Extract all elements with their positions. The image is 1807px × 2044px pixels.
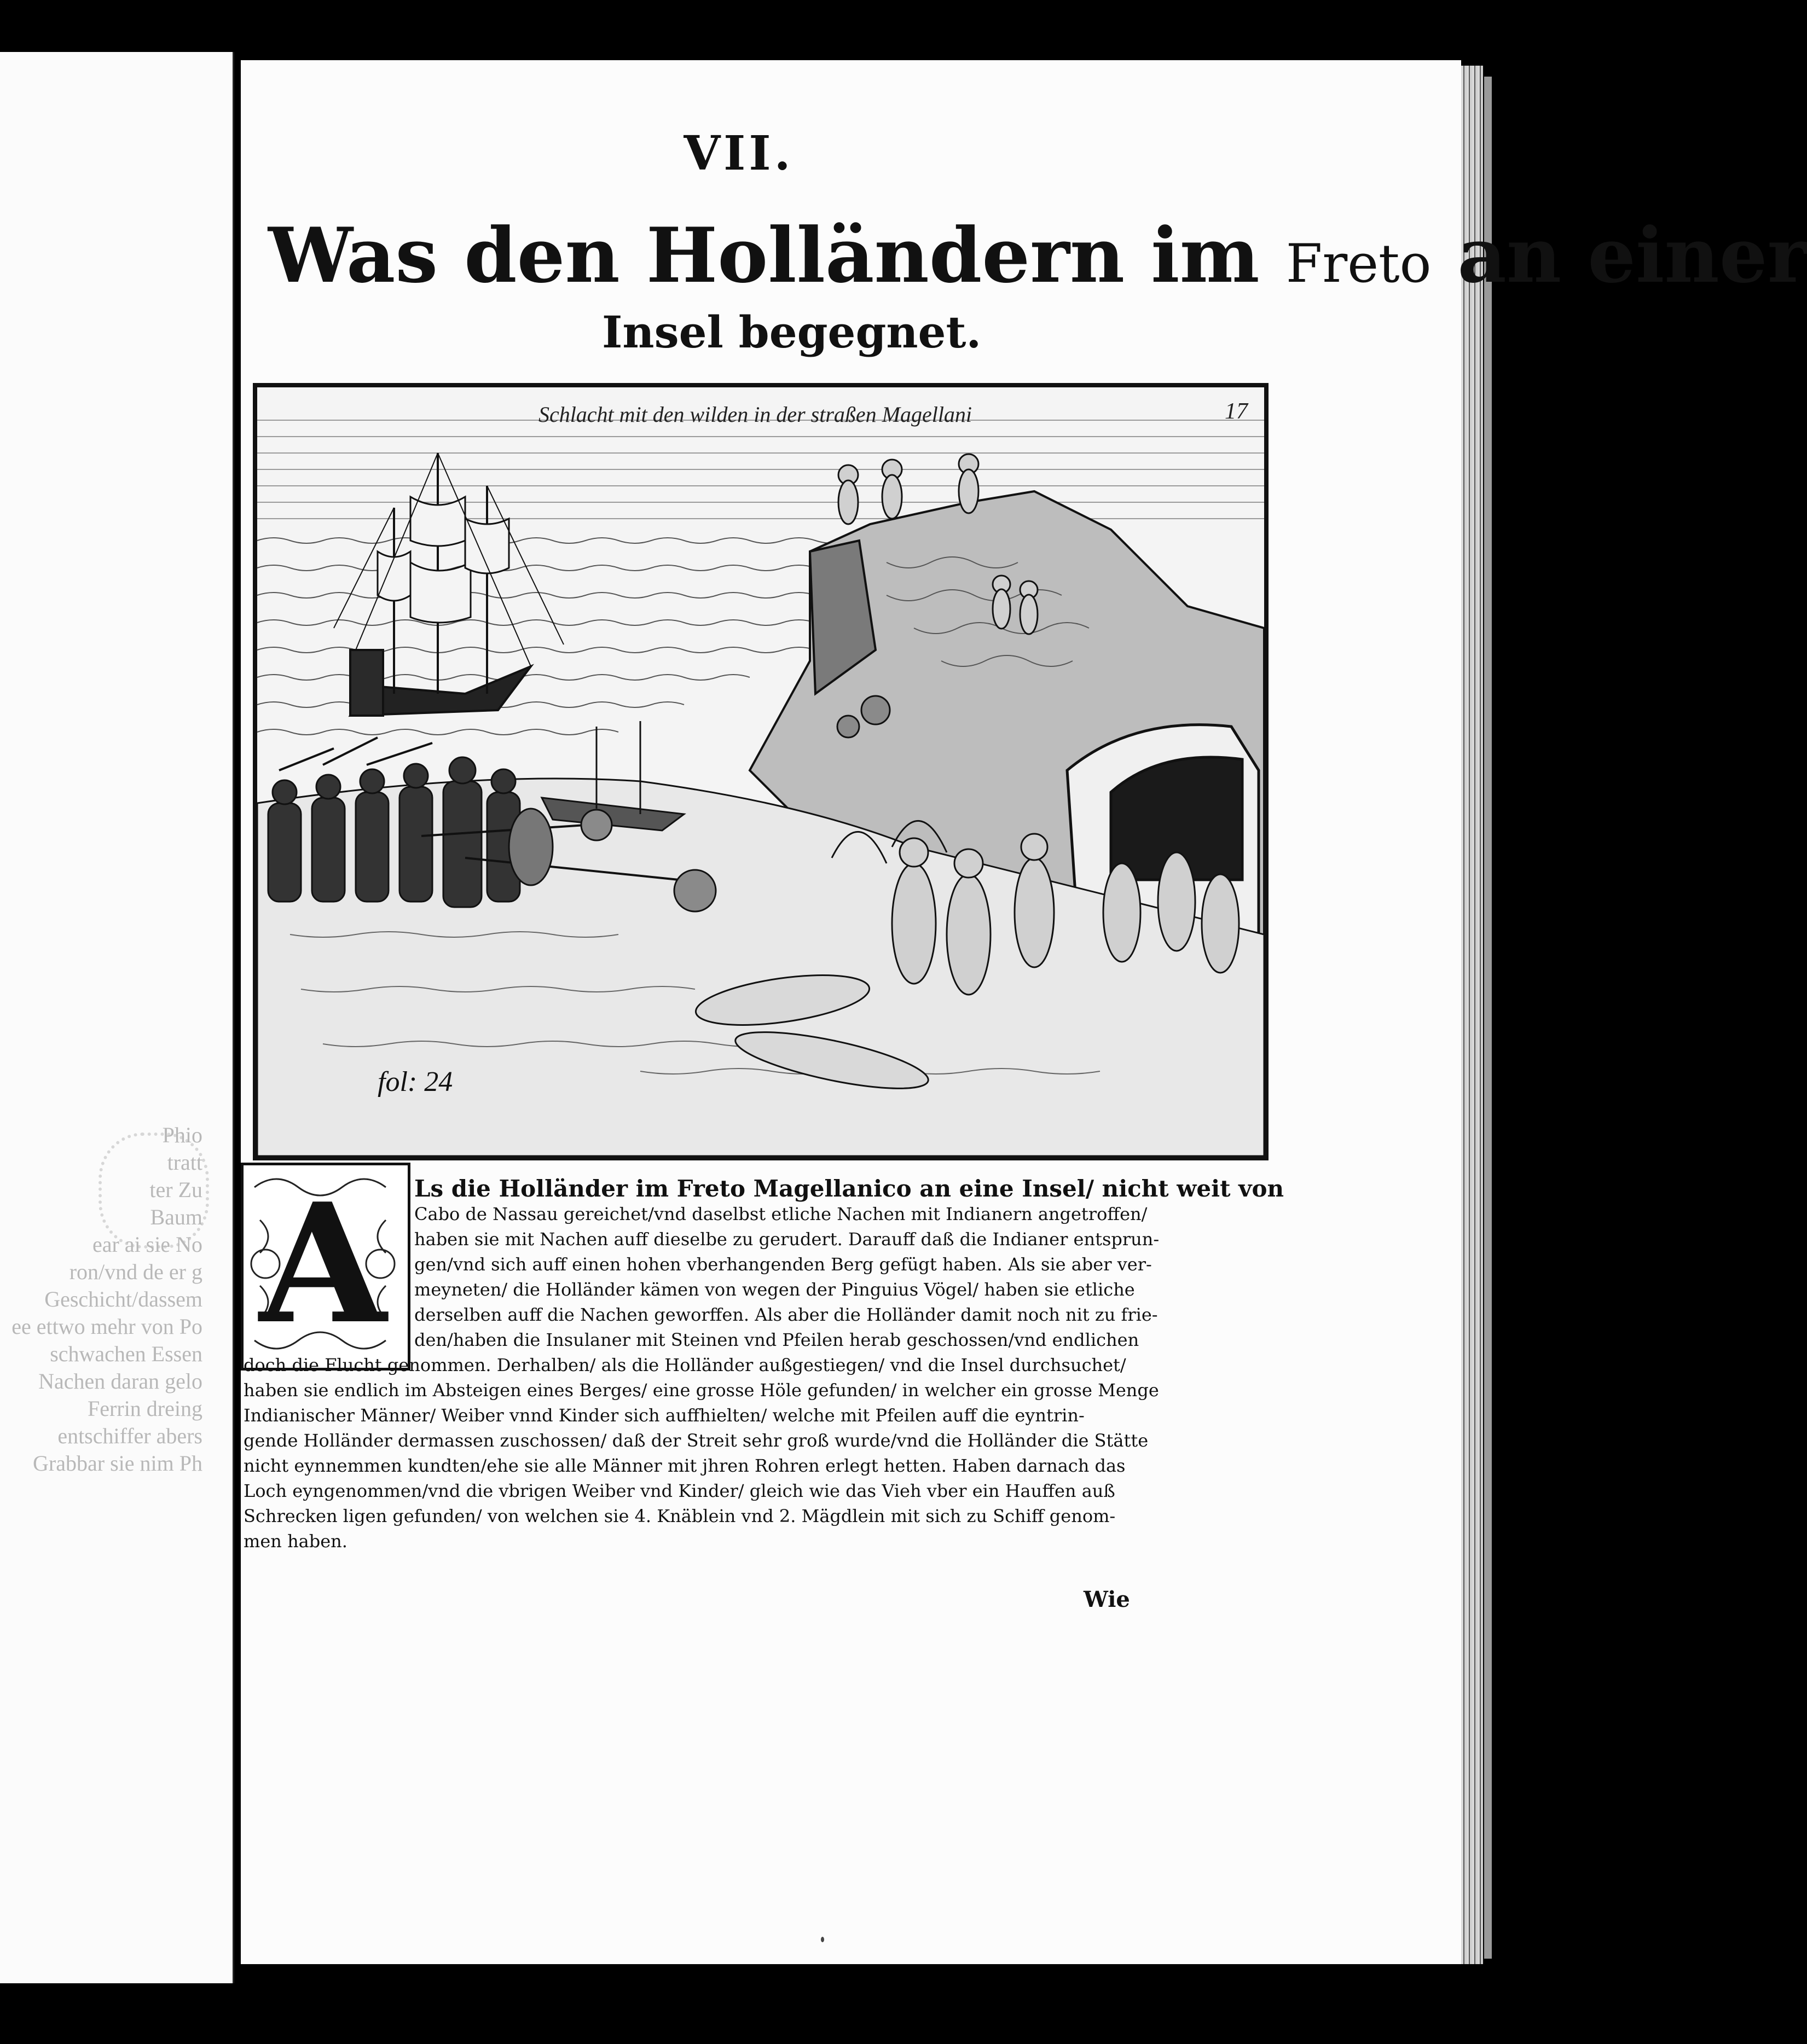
bleed-line: ter Zu (149, 1177, 202, 1202)
page-edges (1461, 66, 1483, 1964)
text-line: doch die Flucht genommen. Derhalben/ als die Holländer außgestiegen/ vnd die Insel durchsuchet/ (244, 1355, 1126, 1375)
chapter-title-part1: Was den Holländern im (268, 211, 1286, 300)
bleed-line: ee ettwo mehr von Po (11, 1314, 202, 1339)
bleed-line: Grabbar sie nim Ph (33, 1451, 202, 1476)
text-line: den/haben die Insulaner mit Steinen vnd Pfeilen herab geschossen/vnd endlichen (414, 1329, 1139, 1350)
text-line: men haben. (244, 1531, 348, 1552)
bleed-through-text (0, 1122, 202, 1559)
text-line: haben sie mit Nachen auff dieselbe zu gerudert. Darauff daß die Indianer entsprun- (414, 1229, 1160, 1250)
body-text (244, 1175, 1284, 1554)
bleed-line: ear ai sie No (92, 1232, 202, 1257)
chapter-title-part3: an einer (1431, 211, 1807, 300)
catchword: Wie (1084, 1587, 1130, 1612)
left-page (0, 52, 234, 1983)
text-line: nicht eynnemmen kundten/ehe sie alle Männer mit jhren Rohren erlegt hetten. Haben darnach das (244, 1455, 1126, 1476)
engraving-caption: Schlacht mit den wilden in der straßen Magellani (538, 402, 972, 427)
text-line: gende Holländer dermassen zuschossen/ daß der Streit sehr groß wurde/vnd die Holländer die Stätte (244, 1430, 1149, 1451)
chapter-title-line2: Insel begegnet. (602, 306, 982, 358)
bleed-line: Nachen daran gelo (38, 1369, 202, 1393)
bleed-line: tratt (167, 1150, 202, 1175)
bleed-line: Geschicht/dassem (44, 1287, 202, 1311)
text-line: Ls die Holländer im Freto Magellanico an eine Insel/ nicht weit von (414, 1175, 1284, 1202)
initial-letter: A (259, 1167, 387, 1360)
ink-speck (821, 1937, 824, 1942)
text-line: Loch eyngenommen/vnd die vbrigen Weiber vnd Kinder/ gleich wie das Vieh vber ein Hauffen auß (244, 1480, 1115, 1501)
bleed-line: Phio (162, 1123, 202, 1147)
bleed-line: Baum (150, 1205, 202, 1229)
text-line: Cabo de Nassau gereichet/vnd daselbst etliche Nachen mit Indianern angetroffen/ (414, 1204, 1148, 1224)
text-line: meyneten/ die Holländer kämen von wegen der Pinguius Vögel/ haben sie etliche (414, 1279, 1135, 1300)
engraving-plate (253, 383, 1269, 1160)
battle-engraving-illustration (257, 387, 1264, 1156)
chapter-title-roman: Freto (1285, 233, 1432, 294)
text-line: haben sie endlich im Absteigen eines Berges/ eine grosse Höle gefunden/ in welcher ein grosse Menge (244, 1380, 1159, 1401)
chapter-title (268, 211, 1807, 300)
page-edges-shadow (1484, 77, 1492, 1959)
bleed-line: entschiffer abers (57, 1424, 202, 1448)
text-line: gen/vnd sich auff einen hohen vberhangenden Berg gefügt haben. Als sie aber ver- (414, 1254, 1152, 1275)
chapter-number: VII. (684, 126, 794, 181)
bleed-line: Ferrin dreing (88, 1396, 202, 1421)
bleed-line: ron/vnd de er g (69, 1259, 202, 1284)
text-line: Schrecken ligen gefunden/ von welchen sie 4. Knäblein vnd 2. Mägdlein mit sich zu Schiff genom- (244, 1506, 1116, 1526)
bleed-line: schwachen Essen (50, 1342, 202, 1366)
text-line: derselben auff die Nachen geworffen. Als aber die Holländer damit noch nit zu frie- (414, 1304, 1158, 1325)
plate-number: 17 (1225, 399, 1248, 424)
text-line: Indianischer Männer/ Weiber vnnd Kinder sich auffhielten/ welche mit Pfeilen auff die eyntrin- (244, 1405, 1085, 1426)
folio-mark: fol: 24 (378, 1066, 453, 1098)
